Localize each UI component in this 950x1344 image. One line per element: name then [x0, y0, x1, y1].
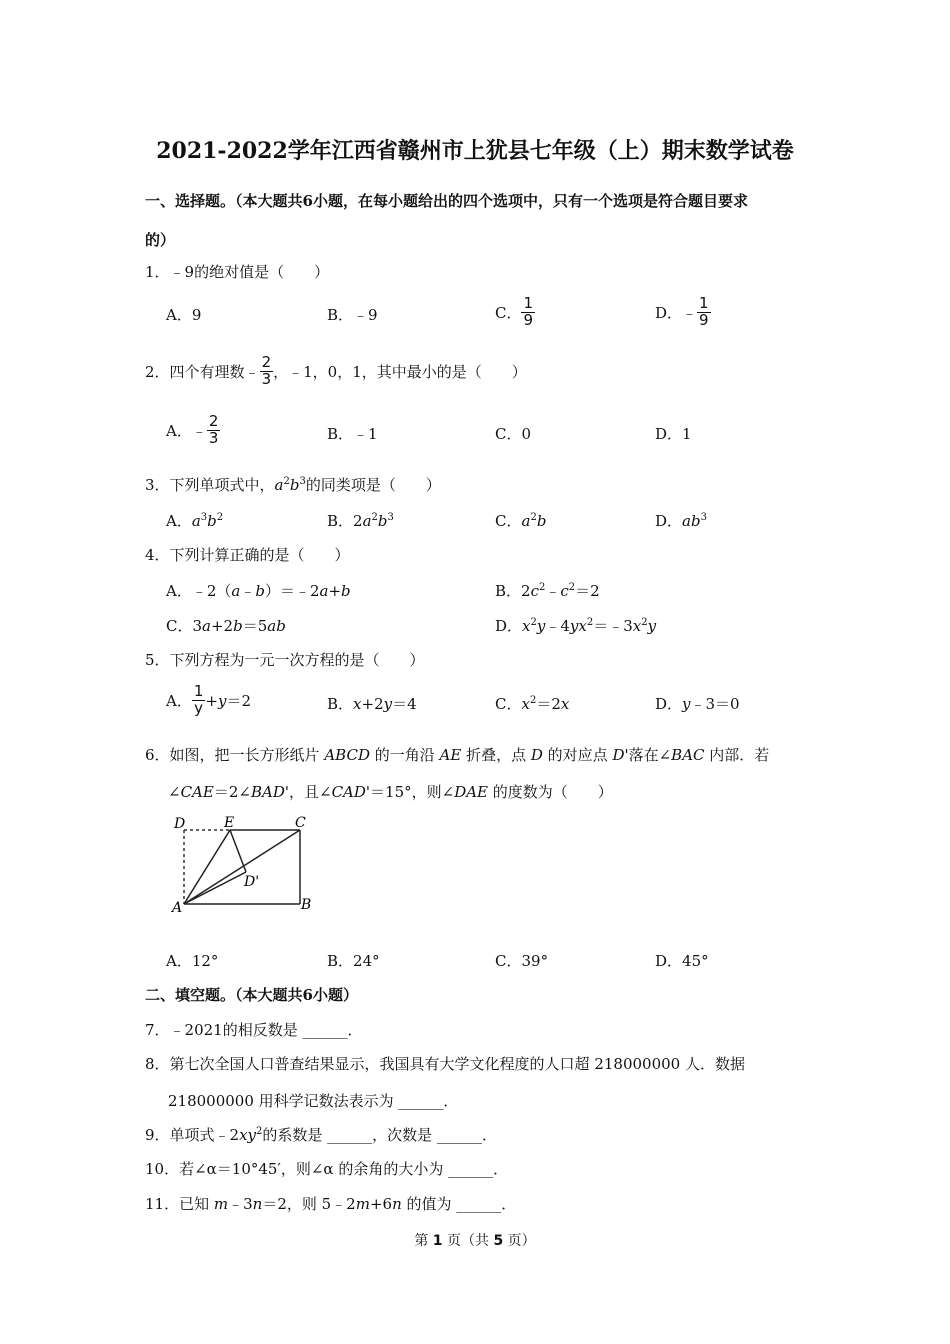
- segment-ac: [184, 830, 300, 904]
- q2-option-b: B．﹣1: [327, 425, 378, 443]
- q6-option-c: C．39°: [495, 952, 549, 970]
- page-title: 2021-2022学年江西省赣州市上犹县七年级（上）期末数学试卷: [156, 138, 794, 164]
- q3-option-b: B．$2a^2b^3$: [327, 512, 394, 530]
- q5-option-a: A． $\frac{1}{y}$ +y＝2: [166, 682, 251, 717]
- q5-option-b: B．x+2y＝4: [327, 695, 417, 713]
- fraction: $\frac{2}{3}$: [261, 353, 272, 388]
- q4-option-a: A．﹣2（a﹣b）＝﹣2a+b: [166, 582, 351, 600]
- fraction: $\frac{1}{y}$: [193, 682, 204, 717]
- section-2-heading: 二、填空题。（本大题共6小题）: [145, 986, 358, 1004]
- question-3: 3．下列单项式中，$a^2b^3$的同类项是（ ）: [145, 476, 441, 494]
- question-10: 10．若∠α＝10°45′，则∠α 的余角的大小为 ______．: [145, 1160, 509, 1178]
- question-7: 7．﹣2021的相反数是 ______．: [145, 1021, 363, 1039]
- question-6-line-2: ∠CAE＝2∠BAD'，且∠CAD'＝15°，则∠DAE 的度数为（ ）: [168, 783, 613, 801]
- q2-option-a: A．﹣ $\frac{2}{3}$: [166, 412, 219, 447]
- section-1-heading-cont: 的）: [145, 231, 176, 249]
- fraction: $\frac{2}{3}$: [208, 412, 219, 447]
- q3-option-d: D．$ab^3$: [655, 512, 707, 530]
- q4-option-d: D．$x^2y﹣4yx^2=﹣3x^2y$: [495, 617, 657, 635]
- q3-option-a: A．$a^3b^2$: [166, 512, 224, 530]
- q6-figure: [160, 812, 320, 916]
- question-1: 1．﹣9的绝对值是（ ）: [145, 263, 330, 281]
- fraction: $\frac{1}{9}$: [523, 294, 534, 329]
- question-4: 4．下列计算正确的是（ ）: [145, 546, 350, 564]
- label-b: B: [301, 897, 312, 913]
- q5-option-c: C．$x^2=2x$: [495, 695, 570, 713]
- question-2: 2．四个有理数﹣ $\frac{2}{3}$ ，﹣1，0，1，其中最小的是（ ）: [145, 353, 527, 388]
- segment-ed-prime: [230, 830, 246, 872]
- label-d-prime: D': [244, 874, 260, 890]
- question-8-line-2: 218000000 用科学记数法表示为 ______．: [168, 1092, 459, 1110]
- q3-option-c: C．$a^2b$: [495, 512, 547, 530]
- q6-option-d: D．45°: [655, 952, 709, 970]
- q4-option-c: C．3a+2b＝5ab: [166, 617, 286, 635]
- label-a: A: [172, 900, 183, 916]
- q1-option-d: D．﹣ $\frac{1}{9}$: [655, 294, 709, 329]
- fraction: $\frac{1}{9}$: [699, 294, 709, 329]
- section-1-heading: 一、选择题。（本大题共6小题，在每小题给出的四个选项中，只有一个选项是符合题目要求: [145, 192, 748, 210]
- q1-option-a: A．9: [166, 306, 202, 324]
- label-c: C: [295, 815, 306, 831]
- question-8-line-1: 8．第七次全国人口普查结果显示，我国具有大学文化程度的人口超 218000000 人．数据: [145, 1055, 745, 1073]
- question-11: 11．已知 m﹣3n＝2，则 5﹣2m+6n 的值为 ______．: [145, 1195, 517, 1213]
- q5-option-d: D．y﹣3＝0: [655, 695, 740, 713]
- page-number: 1: [432, 1233, 443, 1249]
- label-e: E: [224, 815, 235, 831]
- q4-option-b: B．$2c^2﹣c^2=2$: [495, 582, 600, 600]
- question-9: 9．单项式$﹣2xy^2$的系数是 ______，次数是 ______．: [145, 1126, 497, 1144]
- q6-option-b: B．24°: [327, 952, 380, 970]
- page-total: 5: [493, 1233, 504, 1249]
- q2-option-c: C．0: [495, 425, 532, 443]
- q1-option-c: C． $\frac{1}{9}$: [495, 294, 534, 329]
- q2-option-d: D．1: [655, 425, 692, 443]
- page-footer: 第 1 页（共 5 页）: [414, 1233, 536, 1249]
- q6-option-a: A．12°: [166, 952, 219, 970]
- question-6-line-1: 6．如图，把一长方形纸片 ABCD 的一角沿 AE 折叠，点 D 的对应点 D'落在∠BAC 内部．若: [145, 746, 770, 764]
- question-5: 5．下列方程为一元一次方程的是（ ）: [145, 651, 425, 669]
- label-d: D: [174, 816, 186, 832]
- q1-option-b: B．﹣9: [327, 306, 378, 324]
